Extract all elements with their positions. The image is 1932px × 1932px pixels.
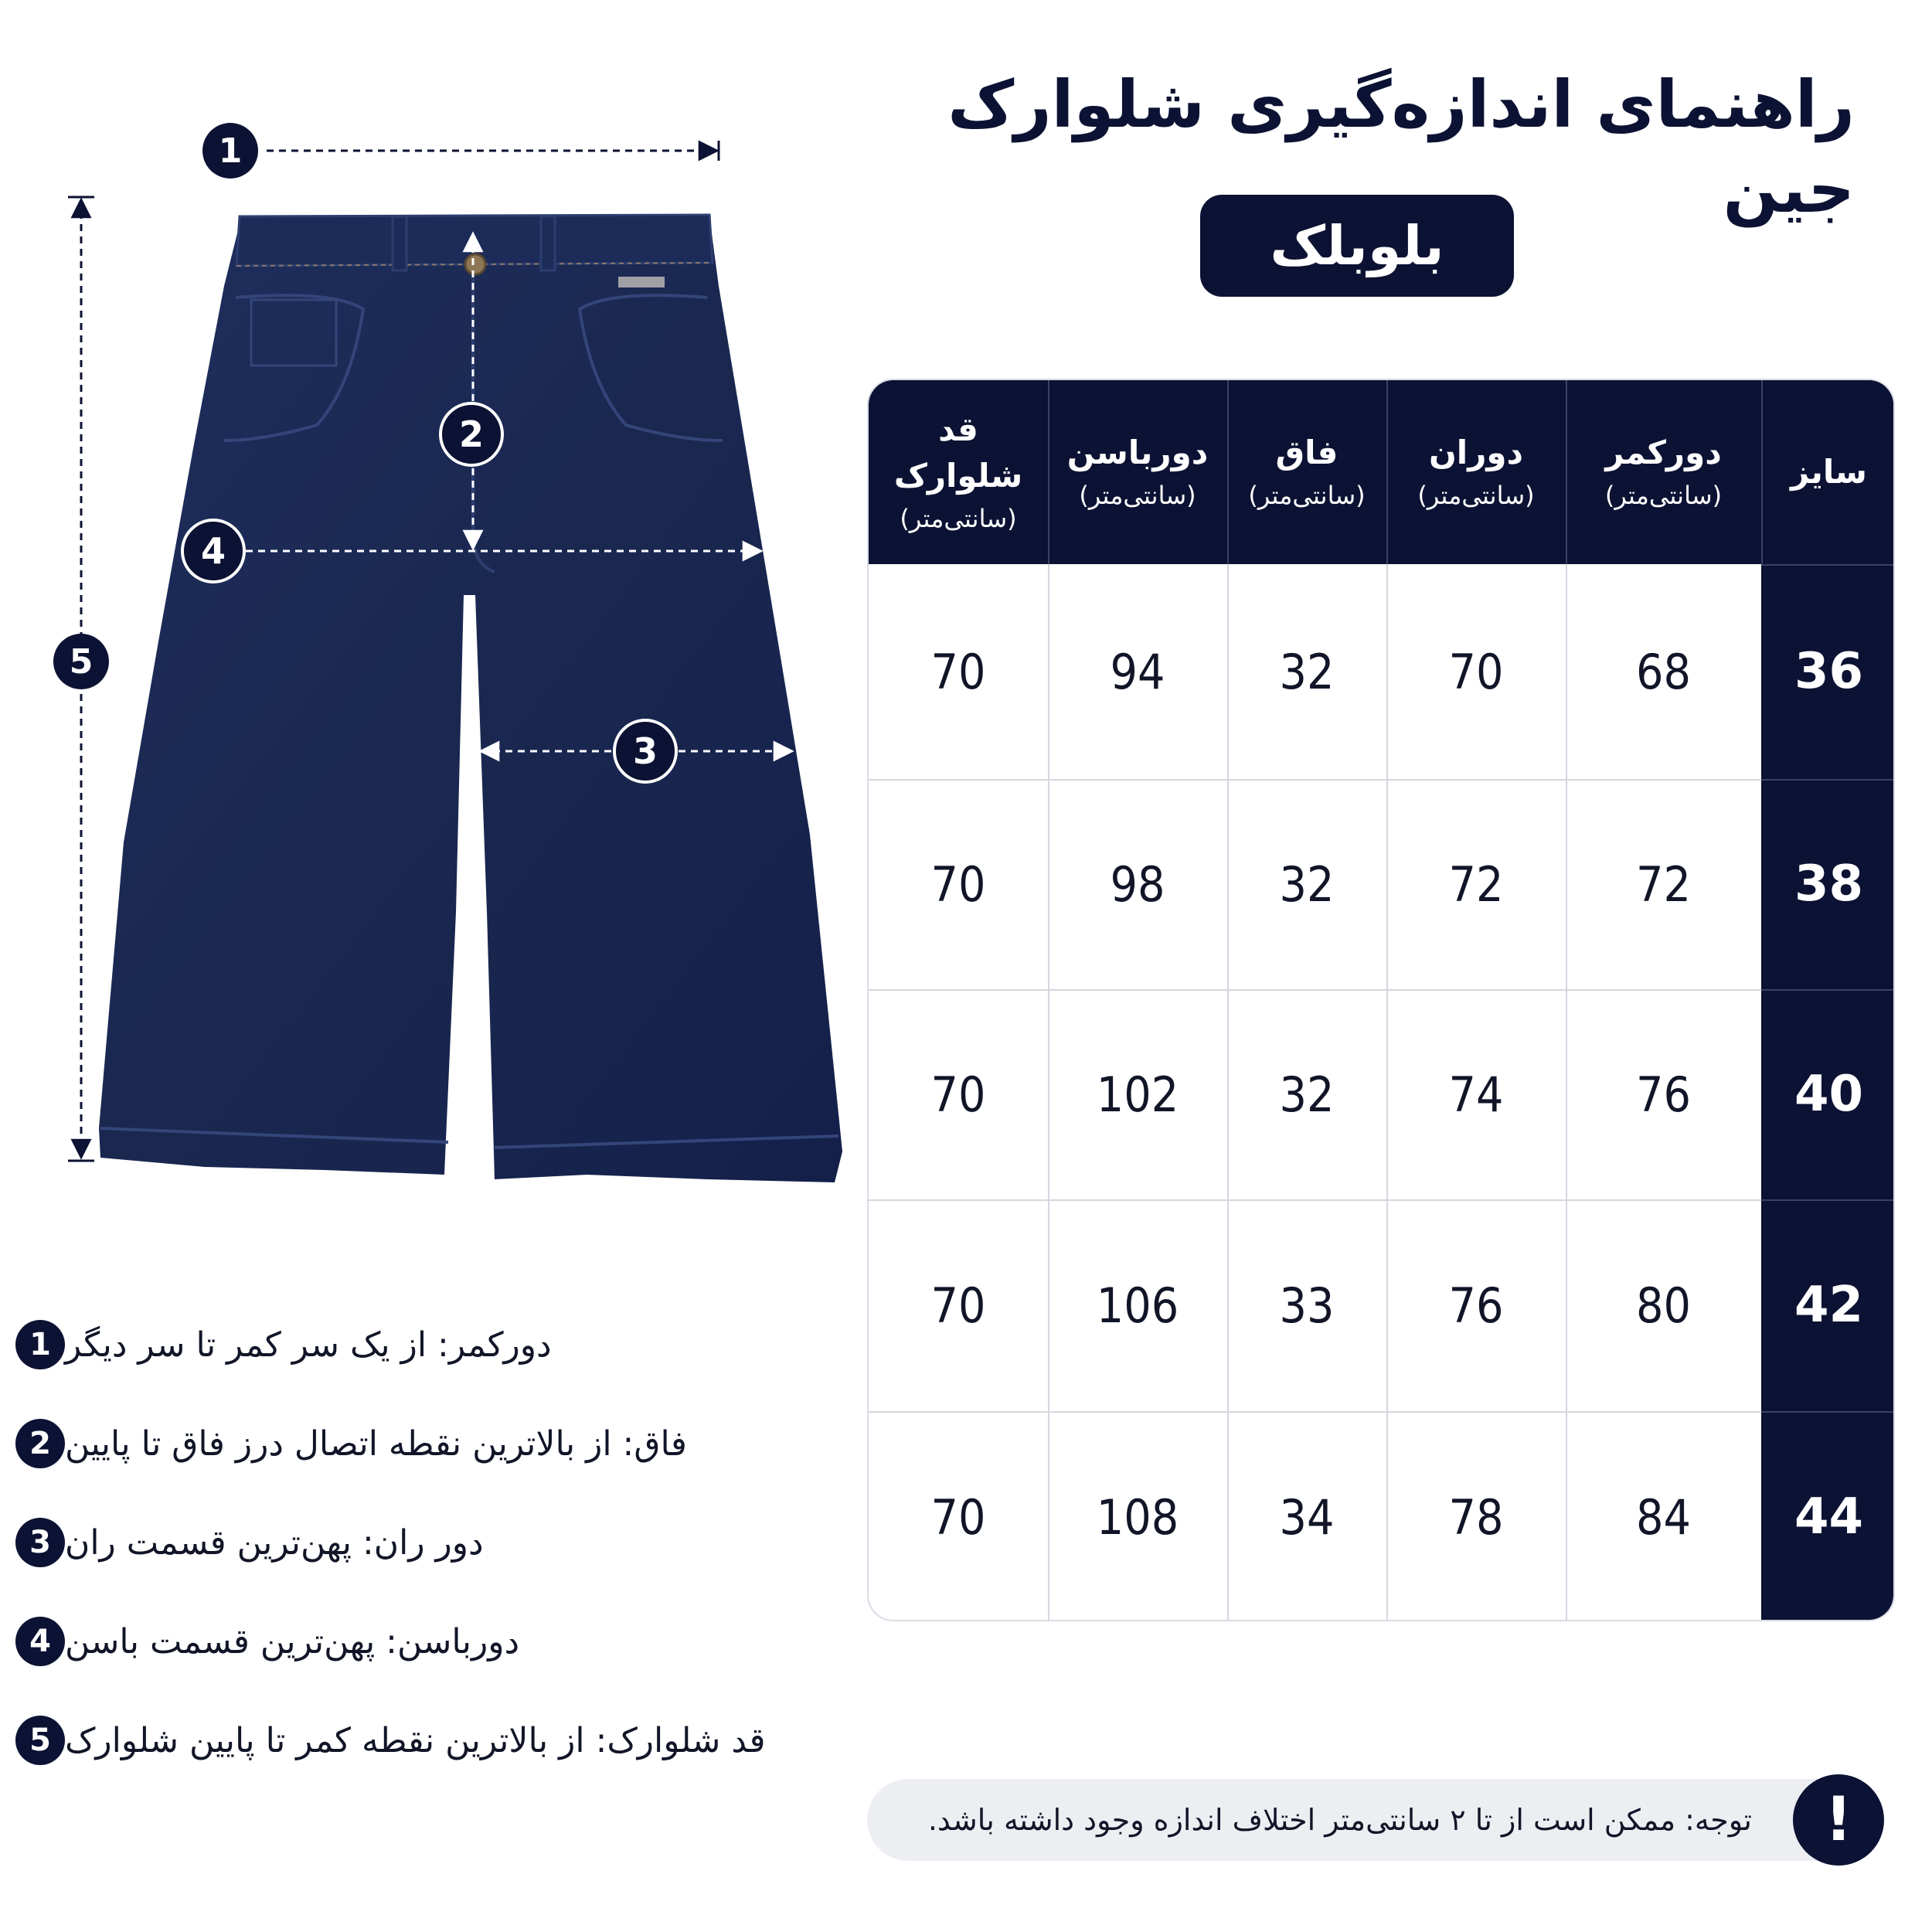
legend-item-waist [15,1314,796,1376]
header-thigh: دوران (سانتی‌متر) [1417,434,1535,510]
row-size-cell: 38 [1794,855,1864,913]
header-waist: دورکمر (سانتی‌متر) [1604,434,1723,510]
legend-text: دورکمر: از یک سر کمر تا سر دیگر [65,1325,552,1365]
length-cell: 70 [930,1066,986,1123]
hip-cell: 98 [1110,855,1165,913]
hip-cell: 106 [1096,1277,1179,1334]
rise-cell: 32 [1279,855,1335,913]
legend-text: دورباسن: پهن‌ترین قسمت باسن [65,1621,520,1662]
row-size-cell: 42 [1794,1277,1864,1334]
legend-item-thigh [15,1512,796,1573]
shorts-image [99,215,842,1182]
waist-cell: 72 [1636,855,1691,913]
waist-cell: 76 [1636,1066,1691,1123]
header-length: قد شلوارک (سانتی‌متر) [893,410,1023,533]
length-cell: 70 [930,1488,986,1546]
rise-cell: 32 [1279,1066,1335,1123]
header-size: سایز [1791,453,1867,491]
legend-text: فاق: از بالاترین نقطه اتصال درز فاق تا پایین [65,1423,687,1464]
header-rise: فاق (سانتی‌متر) [1248,434,1366,510]
diagram-marker-1: 1 [218,131,243,171]
thigh-cell: 74 [1448,1066,1504,1123]
waist-cell: 80 [1636,1277,1691,1334]
legend-item-hip [15,1611,796,1672]
length-cell: 70 [930,855,986,913]
legend-number: 2 [15,1419,65,1468]
legend-text: قد شلوارک: از بالاترین نقطه کمر تا پایین شلوارک [65,1720,766,1760]
diagram-marker-4: 4 [200,530,226,572]
legend-number: 3 [15,1518,65,1567]
legend-number: 4 [15,1617,65,1666]
length-cell: 70 [930,1277,986,1334]
thigh-cell: 76 [1448,1277,1504,1334]
thigh-cell: 72 [1448,855,1504,913]
legend-number: 5 [15,1716,65,1765]
exclamation-icon: ! [1793,1774,1884,1866]
diagram-marker-2: 2 [458,413,485,455]
shorts-diagram [0,100,866,1221]
row-size-cell: 40 [1794,1066,1864,1123]
hip-cell: 102 [1096,1066,1179,1123]
rise-cell: 33 [1279,1277,1335,1334]
hip-cell: 94 [1110,643,1165,700]
hip-cell: 108 [1096,1488,1179,1546]
header-hip: دورباسن (سانتی‌متر) [1066,434,1209,510]
legend-item-length [15,1709,796,1771]
legend-number: 1 [15,1320,65,1369]
thigh-cell: 70 [1448,643,1504,700]
note-text: توجه: ممکن است از تا ۲ سانتی‌متر اختلاف اندازه وجود داشته باشد. [927,1803,1752,1837]
length-cell: 70 [930,643,986,700]
thigh-cell: 78 [1448,1488,1504,1546]
brand-badge: بلوبلک [1200,195,1514,297]
legend-item-rise [15,1413,796,1475]
waist-cell: 68 [1636,643,1691,700]
rise-cell: 32 [1279,643,1335,700]
size-table [867,379,1895,1621]
row-size-cell: 36 [1794,643,1864,700]
waist-cell: 84 [1636,1488,1691,1546]
diagram-marker-3: 3 [632,730,658,772]
rise-cell: 34 [1279,1488,1335,1546]
note-banner [867,1779,1879,1861]
page-title: راهنمای اندازه‌گیری شلوارک جین [947,66,1855,227]
diagram-marker-5: 5 [69,642,94,682]
row-size-cell: 44 [1794,1488,1864,1546]
legend-text: دور ران: پهن‌ترین قسمت ران [65,1522,484,1563]
